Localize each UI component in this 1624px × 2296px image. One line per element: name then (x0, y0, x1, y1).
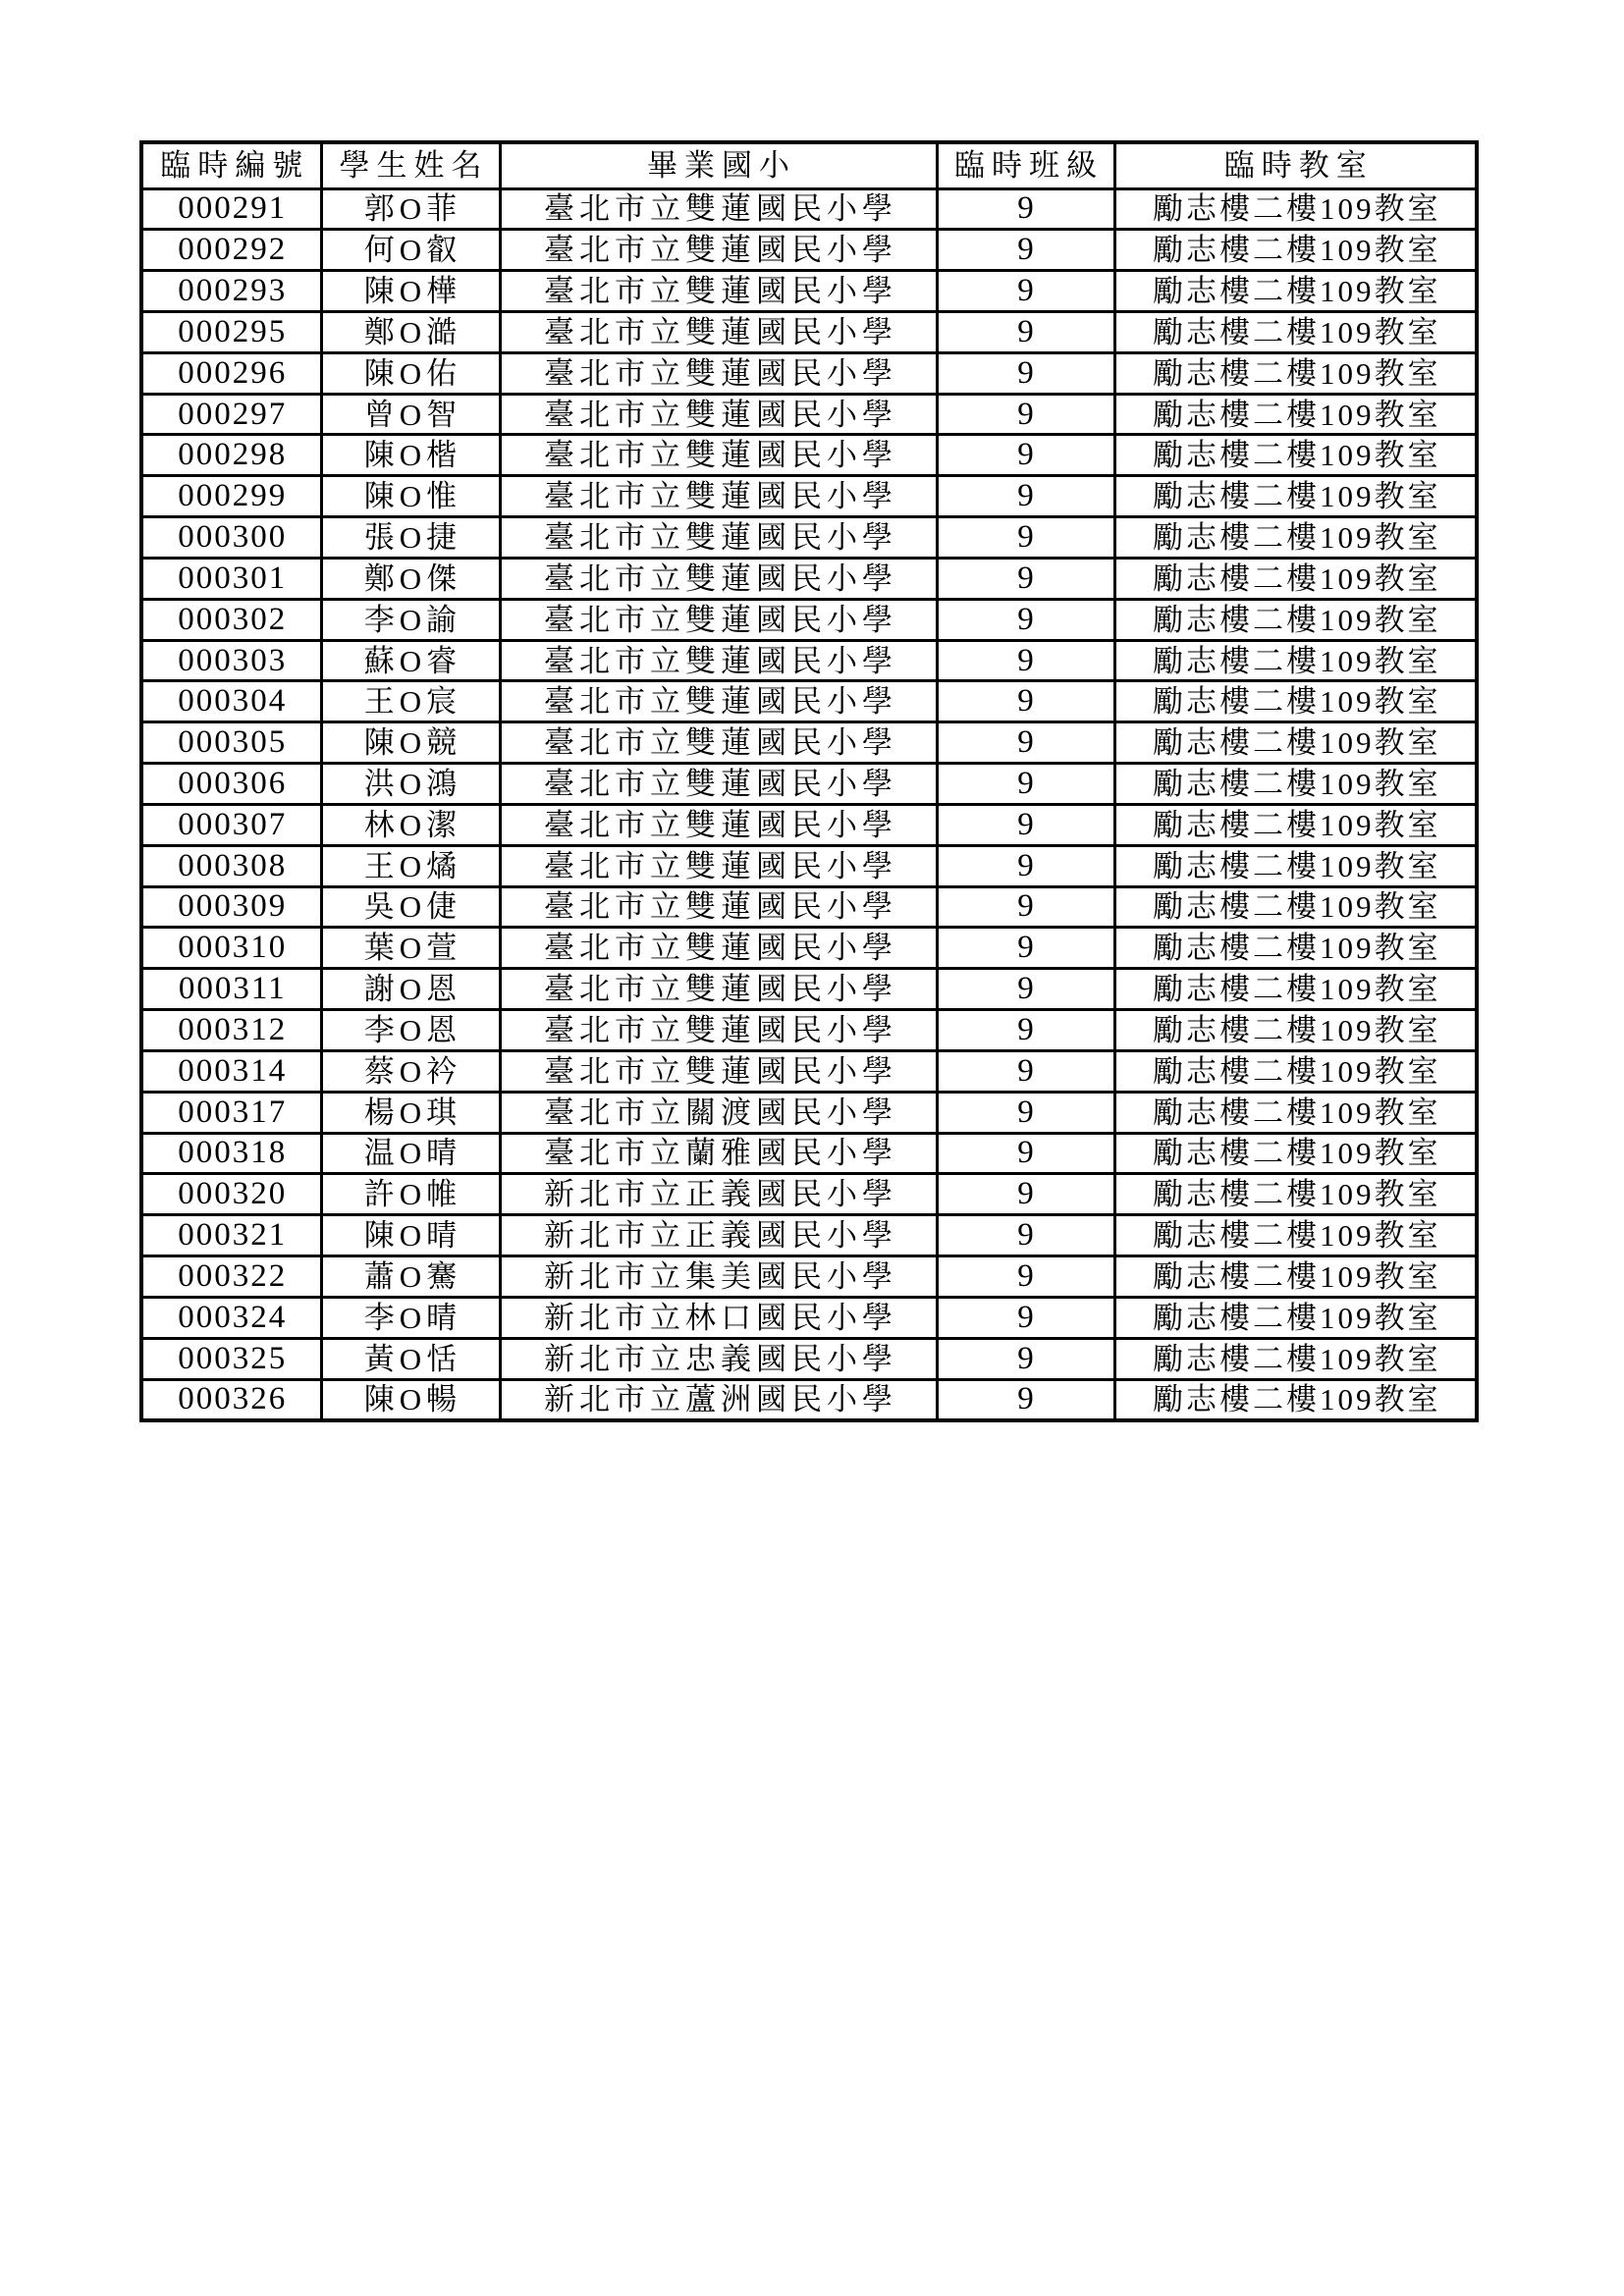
cell-temp-number: 000307 (141, 804, 321, 845)
cell-student-name: 蕭O騫 (321, 1256, 500, 1298)
table-row (141, 764, 1477, 805)
table-row (141, 886, 1477, 928)
table-row (141, 1297, 1477, 1338)
cell-temp-classroom: 勵志樓二樓109教室 (1114, 764, 1477, 805)
cell-temp-class: 9 (937, 558, 1114, 599)
cell-temp-number: 000303 (141, 640, 321, 681)
cell-temp-number: 000320 (141, 1174, 321, 1215)
cell-temp-number: 000312 (141, 1010, 321, 1051)
cell-temp-class: 9 (937, 271, 1114, 312)
cell-temp-class: 9 (937, 804, 1114, 845)
table-row (141, 1256, 1477, 1298)
cell-temp-number: 000317 (141, 1092, 321, 1133)
cell-temp-class: 9 (937, 394, 1114, 435)
cell-temp-number: 000291 (141, 188, 321, 230)
cell-temp-class: 9 (937, 188, 1114, 230)
cell-elementary-school: 臺北市立雙蓮國民小學 (500, 1010, 937, 1051)
cell-temp-class: 9 (937, 1133, 1114, 1174)
cell-student-name: 陳O樺 (321, 271, 500, 312)
cell-temp-number: 000325 (141, 1338, 321, 1379)
cell-temp-class: 9 (937, 722, 1114, 764)
column-header-student-name: 學生姓名 (321, 142, 500, 188)
cell-student-name: 謝O恩 (321, 969, 500, 1010)
table-row (141, 352, 1477, 394)
table-row (141, 1133, 1477, 1174)
cell-temp-classroom: 勵志樓二樓109教室 (1114, 599, 1477, 640)
cell-temp-classroom: 勵志樓二樓109教室 (1114, 1338, 1477, 1379)
table-row (141, 435, 1477, 476)
cell-temp-classroom: 勵志樓二樓109教室 (1114, 1215, 1477, 1256)
cell-student-name: 王O燏 (321, 845, 500, 886)
cell-student-name: 李O諭 (321, 599, 500, 640)
cell-student-name: 林O潔 (321, 804, 500, 845)
cell-temp-class: 9 (937, 230, 1114, 271)
cell-temp-class: 9 (937, 435, 1114, 476)
table-row (141, 230, 1477, 271)
cell-temp-number: 000308 (141, 845, 321, 886)
cell-elementary-school: 臺北市立雙蓮國民小學 (500, 1050, 937, 1092)
cell-temp-number: 000299 (141, 476, 321, 517)
cell-temp-class: 9 (937, 1174, 1114, 1215)
cell-temp-classroom: 勵志樓二樓109教室 (1114, 476, 1477, 517)
table-row (141, 558, 1477, 599)
cell-elementary-school: 臺北市立雙蓮國民小學 (500, 804, 937, 845)
table-row (141, 1379, 1477, 1420)
cell-temp-classroom: 勵志樓二樓109教室 (1114, 886, 1477, 928)
cell-temp-classroom: 勵志樓二樓109教室 (1114, 394, 1477, 435)
cell-elementary-school: 臺北市立雙蓮國民小學 (500, 681, 937, 722)
cell-student-name: 温O晴 (321, 1133, 500, 1174)
cell-student-name: 洪O鴻 (321, 764, 500, 805)
cell-elementary-school: 臺北市立雙蓮國民小學 (500, 271, 937, 312)
cell-elementary-school: 臺北市立雙蓮國民小學 (500, 394, 937, 435)
cell-temp-number: 000305 (141, 722, 321, 764)
cell-student-name: 蘇O睿 (321, 640, 500, 681)
cell-elementary-school: 臺北市立雙蓮國民小學 (500, 188, 937, 230)
table-row (141, 928, 1477, 969)
table-row (141, 188, 1477, 230)
cell-temp-class: 9 (937, 845, 1114, 886)
cell-temp-class: 9 (937, 599, 1114, 640)
cell-temp-number: 000314 (141, 1050, 321, 1092)
cell-student-name: 鄭O澔 (321, 311, 500, 352)
cell-temp-classroom: 勵志樓二樓109教室 (1114, 1133, 1477, 1174)
cell-elementary-school: 臺北市立蘭雅國民小學 (500, 1133, 937, 1174)
cell-elementary-school: 臺北市立雙蓮國民小學 (500, 928, 937, 969)
cell-elementary-school: 臺北市立關渡國民小學 (500, 1092, 937, 1133)
cell-elementary-school: 臺北市立雙蓮國民小學 (500, 352, 937, 394)
cell-temp-classroom: 勵志樓二樓109教室 (1114, 352, 1477, 394)
cell-temp-classroom: 勵志樓二樓109教室 (1114, 1050, 1477, 1092)
cell-temp-number: 000311 (141, 969, 321, 1010)
cell-temp-number: 000300 (141, 517, 321, 559)
cell-temp-number: 000310 (141, 928, 321, 969)
column-header-elementary-school: 畢業國小 (500, 142, 937, 188)
cell-temp-classroom: 勵志樓二樓109教室 (1114, 271, 1477, 312)
cell-student-name: 李O晴 (321, 1297, 500, 1338)
cell-temp-class: 9 (937, 311, 1114, 352)
table-row (141, 1174, 1477, 1215)
cell-temp-number: 000321 (141, 1215, 321, 1256)
table-row (141, 722, 1477, 764)
cell-elementary-school: 臺北市立雙蓮國民小學 (500, 517, 937, 559)
cell-elementary-school: 新北市立集美國民小學 (500, 1256, 937, 1298)
cell-temp-number: 000298 (141, 435, 321, 476)
cell-temp-classroom: 勵志樓二樓109教室 (1114, 640, 1477, 681)
cell-temp-class: 9 (937, 476, 1114, 517)
cell-student-name: 陳O惟 (321, 476, 500, 517)
cell-temp-number: 000297 (141, 394, 321, 435)
cell-temp-class: 9 (937, 352, 1114, 394)
table-body (141, 188, 1477, 1420)
cell-temp-number: 000296 (141, 352, 321, 394)
cell-student-name: 陳O競 (321, 722, 500, 764)
cell-temp-class: 9 (937, 681, 1114, 722)
cell-temp-class: 9 (937, 1050, 1114, 1092)
table-row (141, 1010, 1477, 1051)
header-row (141, 142, 1477, 188)
table-row (141, 1050, 1477, 1092)
cell-temp-classroom: 勵志樓二樓109教室 (1114, 1174, 1477, 1215)
column-header-temp-number: 臨時編號 (141, 142, 321, 188)
cell-temp-class: 9 (937, 1338, 1114, 1379)
cell-temp-classroom: 勵志樓二樓109教室 (1114, 681, 1477, 722)
cell-temp-number: 000326 (141, 1379, 321, 1420)
cell-student-name: 陳O暢 (321, 1379, 500, 1420)
table-row (141, 969, 1477, 1010)
cell-temp-number: 000309 (141, 886, 321, 928)
table-row (141, 640, 1477, 681)
cell-student-name: 王O宸 (321, 681, 500, 722)
cell-elementary-school: 臺北市立雙蓮國民小學 (500, 886, 937, 928)
cell-temp-class: 9 (937, 764, 1114, 805)
cell-temp-class: 9 (937, 1092, 1114, 1133)
cell-elementary-school: 臺北市立雙蓮國民小學 (500, 599, 937, 640)
cell-temp-class: 9 (937, 640, 1114, 681)
cell-student-name: 許O帷 (321, 1174, 500, 1215)
cell-student-name: 葉O萱 (321, 928, 500, 969)
cell-temp-classroom: 勵志樓二樓109教室 (1114, 558, 1477, 599)
cell-temp-class: 9 (937, 1010, 1114, 1051)
cell-temp-number: 000295 (141, 311, 321, 352)
cell-temp-classroom: 勵志樓二樓109教室 (1114, 1010, 1477, 1051)
cell-elementary-school: 新北市立忠義國民小學 (500, 1338, 937, 1379)
column-header-temp-classroom: 臨時教室 (1114, 142, 1477, 188)
table-row (141, 599, 1477, 640)
cell-temp-classroom: 勵志樓二樓109教室 (1114, 1297, 1477, 1338)
table-row (141, 311, 1477, 352)
cell-temp-classroom: 勵志樓二樓109教室 (1114, 188, 1477, 230)
table-row (141, 681, 1477, 722)
cell-student-name: 何O叡 (321, 230, 500, 271)
cell-temp-number: 000322 (141, 1256, 321, 1298)
cell-student-name: 黃O恬 (321, 1338, 500, 1379)
cell-temp-classroom: 勵志樓二樓109教室 (1114, 845, 1477, 886)
cell-temp-number: 000324 (141, 1297, 321, 1338)
cell-temp-classroom: 勵志樓二樓109教室 (1114, 517, 1477, 559)
cell-temp-class: 9 (937, 517, 1114, 559)
cell-temp-class: 9 (937, 1297, 1114, 1338)
cell-temp-classroom: 勵志樓二樓109教室 (1114, 722, 1477, 764)
cell-temp-classroom: 勵志樓二樓109教室 (1114, 804, 1477, 845)
cell-student-name: 陳O楷 (321, 435, 500, 476)
cell-student-name: 曾O智 (321, 394, 500, 435)
cell-temp-classroom: 勵志樓二樓109教室 (1114, 928, 1477, 969)
cell-student-name: 陳O晴 (321, 1215, 500, 1256)
table-row (141, 804, 1477, 845)
cell-temp-number: 000293 (141, 271, 321, 312)
cell-elementary-school: 臺北市立雙蓮國民小學 (500, 476, 937, 517)
cell-temp-number: 000304 (141, 681, 321, 722)
cell-elementary-school: 新北市立林口國民小學 (500, 1297, 937, 1338)
table-row (141, 517, 1477, 559)
cell-elementary-school: 臺北市立雙蓮國民小學 (500, 230, 937, 271)
table-row (141, 271, 1477, 312)
cell-temp-number: 000292 (141, 230, 321, 271)
cell-student-name: 吳O倢 (321, 886, 500, 928)
table-row (141, 476, 1477, 517)
cell-elementary-school: 新北市立正義國民小學 (500, 1174, 937, 1215)
cell-temp-number: 000306 (141, 764, 321, 805)
table-row (141, 845, 1477, 886)
cell-student-name: 李O恩 (321, 1010, 500, 1051)
cell-elementary-school: 臺北市立雙蓮國民小學 (500, 722, 937, 764)
cell-student-name: 張O捷 (321, 517, 500, 559)
cell-temp-class: 9 (937, 969, 1114, 1010)
cell-temp-number: 000302 (141, 599, 321, 640)
cell-elementary-school: 臺北市立雙蓮國民小學 (500, 435, 937, 476)
cell-elementary-school: 臺北市立雙蓮國民小學 (500, 640, 937, 681)
cell-temp-class: 9 (937, 928, 1114, 969)
cell-elementary-school: 臺北市立雙蓮國民小學 (500, 969, 937, 1010)
cell-student-name: 楊O琪 (321, 1092, 500, 1133)
cell-temp-class: 9 (937, 886, 1114, 928)
cell-student-name: 郭O菲 (321, 188, 500, 230)
table-row (141, 394, 1477, 435)
column-header-temp-class: 臨時班級 (937, 142, 1114, 188)
cell-temp-class: 9 (937, 1256, 1114, 1298)
table-row (141, 1338, 1477, 1379)
cell-elementary-school: 臺北市立雙蓮國民小學 (500, 558, 937, 599)
cell-temp-classroom: 勵志樓二樓109教室 (1114, 311, 1477, 352)
cell-temp-class: 9 (937, 1379, 1114, 1420)
cell-temp-classroom: 勵志樓二樓109教室 (1114, 1092, 1477, 1133)
cell-temp-number: 000318 (141, 1133, 321, 1174)
table-row (141, 1215, 1477, 1256)
cell-temp-class: 9 (937, 1215, 1114, 1256)
cell-temp-classroom: 勵志樓二樓109教室 (1114, 1256, 1477, 1298)
cell-student-name: 蔡O衿 (321, 1050, 500, 1092)
cell-temp-classroom: 勵志樓二樓109教室 (1114, 435, 1477, 476)
cell-elementary-school: 臺北市立雙蓮國民小學 (500, 764, 937, 805)
student-assignment-table (139, 140, 1479, 1422)
cell-student-name: 鄭O傑 (321, 558, 500, 599)
cell-temp-classroom: 勵志樓二樓109教室 (1114, 969, 1477, 1010)
table-row (141, 1092, 1477, 1133)
cell-student-name: 陳O佑 (321, 352, 500, 394)
cell-elementary-school: 新北市立蘆洲國民小學 (500, 1379, 937, 1420)
cell-temp-number: 000301 (141, 558, 321, 599)
cell-temp-classroom: 勵志樓二樓109教室 (1114, 230, 1477, 271)
cell-elementary-school: 臺北市立雙蓮國民小學 (500, 845, 937, 886)
cell-elementary-school: 新北市立正義國民小學 (500, 1215, 937, 1256)
cell-elementary-school: 臺北市立雙蓮國民小學 (500, 311, 937, 352)
cell-temp-classroom: 勵志樓二樓109教室 (1114, 1379, 1477, 1420)
